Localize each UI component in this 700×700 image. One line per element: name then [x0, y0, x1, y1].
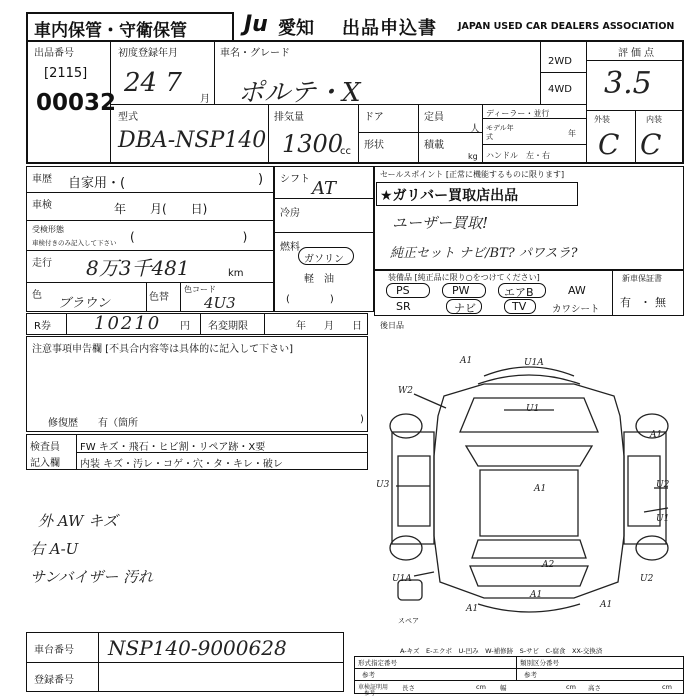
damage-legend: A-キズ E-エクボ U-凹み W-補修跡 S-サビ C-腐食 XX-交換済	[400, 647, 603, 655]
height-label: 高さ	[588, 684, 601, 692]
model-year-label: モデル年式	[486, 124, 514, 141]
equip-leather: カワシート	[552, 304, 600, 315]
equip-tv: TV	[512, 300, 527, 313]
door-label: ドア	[364, 112, 384, 123]
certificate-ref: 参考	[364, 691, 376, 697]
color-label: 色	[32, 290, 42, 301]
color-code-label: 色コード	[184, 285, 216, 294]
diagram-marker: U2	[640, 574, 654, 584]
reference-right: 参考	[524, 671, 537, 679]
inspection-label: 車検	[32, 200, 52, 211]
association-name: JAPAN USED CAR DEALERS ASSOCIATION	[458, 21, 675, 32]
ju-logo: Ju	[244, 12, 268, 37]
registration-number-label: 登録番号	[34, 675, 74, 686]
equipment-label: 装備品 [純正品に限り○をつけてください]	[388, 273, 540, 282]
sales-point-label: セールスポイント [正常に機能するものに限ります]	[380, 170, 565, 179]
interior-label: 内装	[646, 115, 662, 124]
recycle-box	[26, 313, 368, 335]
equip-navi: ナビ	[454, 302, 476, 315]
exterior-grade: C	[598, 128, 620, 161]
capacity-unit: 人	[470, 124, 480, 135]
cc-unit: cc	[340, 146, 351, 157]
chassis-label: 車台番号	[34, 645, 74, 656]
diagram-wheel-rl	[390, 536, 422, 560]
history-value: 自家用・(	[68, 176, 126, 191]
fuel-paren: ( )	[286, 294, 334, 305]
notes-label: 注意事項申告欄 [不具合内容等は具体的に記入して下さい]	[32, 344, 293, 355]
diagram-marker: A1	[650, 430, 663, 440]
form-title: 出品申込書	[342, 18, 437, 39]
sales-banner: ★ガリバー買取店出品	[380, 188, 519, 204]
equip-ps: PS	[396, 284, 410, 297]
diagram-marker: U2	[656, 480, 670, 490]
model-value: DBA-NSP140	[118, 128, 267, 153]
exterior-label: 外装	[594, 115, 610, 124]
registration-month: 月	[200, 94, 210, 105]
capacity-label: 定員	[424, 112, 444, 123]
certified-paren: ( )	[130, 230, 248, 244]
color-code-value: 4U3	[204, 294, 236, 312]
drive-4wd: 4WD	[548, 84, 572, 95]
diagram-wheel-fl	[390, 414, 422, 438]
diagram-marker: U1A	[524, 358, 544, 368]
inspector-interior-row: 内装 キズ・汚レ・コゲ・穴・タ・キレ・破レ	[80, 459, 283, 470]
diagram-marker: W2	[398, 386, 413, 396]
length-label: 長さ	[402, 684, 415, 692]
diagram-marker: A1	[600, 600, 613, 610]
handwritten-note-2: 右 A-U	[30, 540, 79, 558]
lot-number: 00032	[36, 90, 117, 116]
recycle-value: 10210	[94, 313, 162, 334]
displacement-label: 排気量	[274, 112, 304, 123]
lot-sub-number: [2115]	[44, 66, 88, 81]
ac-label: 冷房	[280, 208, 300, 219]
diagram-rear-bumper	[478, 604, 580, 612]
equip-airb: エアB	[504, 286, 534, 299]
chassis-value: NSP140-9000628	[108, 636, 287, 660]
diagram-marker: A1	[460, 356, 473, 366]
handwritten-note-1: 外 AW キズ	[38, 512, 118, 530]
diagram-marker: U1A	[392, 574, 412, 584]
fuel-gas: ガソリン	[304, 254, 344, 265]
load-label: 積載	[424, 140, 444, 151]
registration-label: 初度登録年月	[118, 48, 178, 59]
inspector-fw-row: FW キズ・飛石・ヒビ割・リペア跡・X要	[80, 442, 266, 453]
width-label: 幅	[500, 684, 507, 692]
diagram-marker: A1	[530, 590, 543, 600]
repair-history: 修復歴 有（箇所	[48, 418, 138, 429]
load-unit: kg	[468, 152, 478, 161]
inspection-fmt: 年 月( 日)	[114, 202, 208, 216]
sales-line-2: 純正セット ナビ/BT? パワスラ?	[390, 246, 578, 261]
history-close: )	[258, 172, 264, 187]
rating-score: 3.5	[604, 66, 652, 101]
spare-label: スペア	[398, 617, 419, 625]
diagram-marker: A1	[466, 604, 479, 614]
rating-label: 評価点	[618, 48, 657, 59]
handle-label: ハンドル 左・右	[486, 151, 550, 160]
title-change-month: 月	[324, 321, 334, 332]
diagram-marker: U3	[376, 480, 390, 490]
diagram-marker: U1	[656, 514, 670, 524]
car-name-value: ポルテ・X	[238, 78, 361, 108]
recycle-yen: 円	[180, 321, 190, 332]
equip-pw: PW	[452, 284, 470, 297]
fuel-label: 燃料	[280, 242, 300, 253]
recycle-label: R券	[34, 321, 51, 332]
type-designation-label: 形式指定番号	[358, 659, 397, 667]
inspector-label-1: 検査員	[30, 442, 60, 453]
category-number-label: 類別区分番号	[520, 659, 559, 667]
interior-grade: C	[640, 128, 662, 161]
diagram-wheel-rr	[636, 536, 668, 560]
mileage-label: 走行	[32, 258, 52, 269]
model-label: 型式	[118, 112, 138, 123]
fuel-light: 軽 油	[304, 274, 334, 285]
certified-note: 車検付きのみ記入して下さい	[32, 239, 117, 247]
mileage-value: 8万3千481	[86, 256, 190, 280]
diagram-marker: A2	[542, 560, 555, 570]
car-name-label: 車名・グレード	[220, 48, 290, 59]
shift-label: シフト	[280, 174, 310, 185]
length-unit: cm	[476, 683, 486, 691]
dealer-label: ディーラー・並行	[486, 109, 550, 118]
certificate-label: 車検証明用	[358, 684, 389, 691]
diagram-marker: A1	[534, 484, 547, 494]
title-change-day: 日	[352, 321, 362, 332]
height-unit: cm	[662, 683, 672, 691]
shape-label: 形状	[364, 140, 384, 151]
warranty-label: 新車保証書	[622, 274, 662, 283]
sales-line-1: ユーザー買取!	[392, 214, 489, 232]
auction-sheet: 車内保管・守衛保管 Ju 愛知 出品申込書 JAPAN USED CAR DEALERS ASSOCIATION 出品番号 [2115] 00032 初度登録年月 24 7 月 車名・グレード ポルテ・X 2WD 4WD 評価点 3.5 外装 内装 C C 型式 DBA-NSP140 排気量 1300 cc ドア 形状 定員 人 積載 kg ディーラー・並行 モデル年式 年 ハンドル 左・右 車歴 自家用・( ) 車検 年 月( 日) 受検形態 車検付きのみ記入して下さい ( ) 走行 8万3千481 km 色 ブラウン 色替 色コード 4U3 シフト AT 冷房 燃料 ガソリン 軽 油 ( ) セールスポイント [正常に機能するものに限ります] ★ガリバー買取店出品 ユーザー買取! 純正セット ナビ/BT? パワスラ? 装備品 [純正品に限り○をつけてください] 新車保証書 有 ・ 無 PS PW エアB AW SR ナビ TV カワシート R券 10210 円 名変期限 年 月 日 後日品 注意事項申告欄 [不具合内容等は具体的に記入して下さい] 修復歴 有（箇所 ) 検査員 記入欄 FW キズ・飛石・ヒビ割・リペア跡・X要 内装 キズ・汚レ・コゲ・穴・タ・キレ・破レ 外 AW キズ 右 A-U サンバイザー 汚れ A1 U1A W2 U1 A1 U3 A1 U2 U1 U1A A2 U2 A1 A1 A1 スペア A-キズ E-エクボ U-凹み W-補修跡 S-サビ C-腐食 XX-交換済 車台番号 NSP140-9000628 登録番号 形式指定番号 類別区分番号 参考 参考 車検証明用 参考 長さ cm 幅 cm 高さ cm	[0, 0, 700, 700]
repaint-label: 色替	[149, 292, 169, 303]
inspector-label-2: 記入欄	[30, 458, 60, 469]
displacement-value: 1300	[282, 130, 344, 158]
color-value: ブラウン	[58, 296, 111, 311]
handwritten-note-3: サンバイザー 汚れ	[30, 568, 153, 586]
equip-aw: AW	[568, 284, 586, 297]
car-damage-diagram	[374, 336, 684, 616]
registration-value: 24 7	[124, 68, 182, 98]
top-left-title: 車内保管・守衛保管	[34, 21, 187, 41]
equip-sr: SR	[396, 300, 411, 313]
diagram-marker: U1	[526, 404, 540, 414]
title-change-label: 名変期限	[208, 321, 248, 332]
km-unit: km	[228, 268, 244, 279]
title-change-year: 年	[296, 321, 306, 332]
reference-left: 参考	[362, 671, 375, 679]
certified-label: 受検形態	[32, 225, 64, 234]
rear-seat-label: 後日品	[380, 321, 404, 330]
width-unit: cm	[566, 683, 576, 691]
repair-history-close: )	[360, 414, 364, 425]
warranty-yes: 有	[620, 296, 631, 309]
warranty-no: 無	[655, 296, 666, 309]
drive-2wd: 2WD	[548, 56, 572, 67]
lot-label: 出品番号	[34, 48, 74, 59]
year-unit: 年	[568, 129, 576, 138]
org-name: 愛知	[278, 18, 314, 39]
shift-value: AT	[312, 178, 337, 199]
history-label: 車歴	[32, 174, 52, 185]
